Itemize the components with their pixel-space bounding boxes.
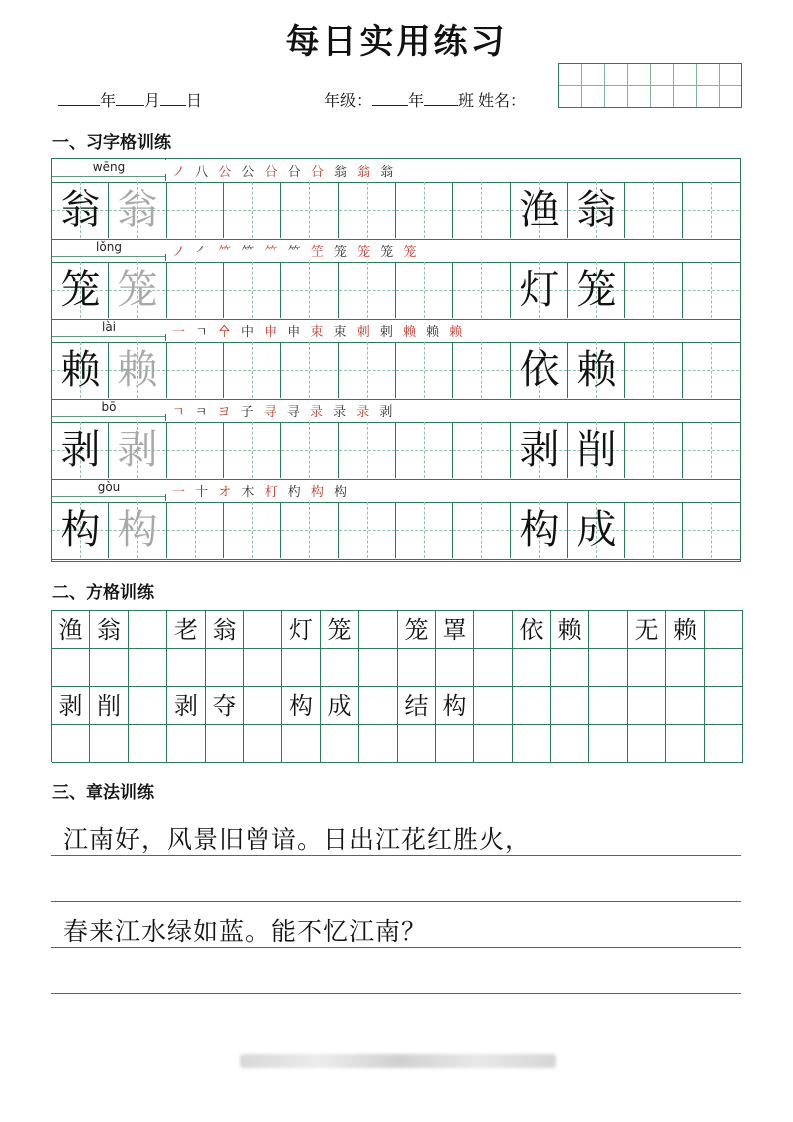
grade-label: 年级： bbox=[324, 91, 373, 110]
pinyin-box bbox=[52, 399, 166, 421]
square-cell[interactable] bbox=[551, 687, 589, 725]
tian-cell[interactable] bbox=[683, 502, 740, 558]
word-character: 削 bbox=[576, 427, 617, 473]
square-cell[interactable] bbox=[244, 725, 282, 763]
square-cell[interactable] bbox=[589, 611, 628, 649]
square-cell[interactable] bbox=[628, 649, 666, 687]
square-cell[interactable] bbox=[513, 725, 551, 763]
square-cell[interactable]: 削 bbox=[90, 687, 129, 725]
square-cell[interactable] bbox=[167, 649, 206, 687]
tian-cell[interactable] bbox=[109, 262, 167, 318]
square-cell[interactable] bbox=[244, 687, 282, 725]
tian-cell[interactable] bbox=[224, 502, 281, 558]
writing-line bbox=[51, 855, 741, 856]
tian-cell[interactable] bbox=[568, 262, 625, 318]
trace-character: 笼 bbox=[117, 267, 158, 313]
practice-row bbox=[52, 399, 740, 479]
tian-cell[interactable] bbox=[396, 422, 453, 478]
pinyin-stroke-row bbox=[52, 399, 740, 423]
tian-cell[interactable] bbox=[167, 502, 224, 558]
writing-line bbox=[51, 993, 741, 994]
square-cell[interactable] bbox=[589, 649, 628, 687]
tian-cell[interactable] bbox=[453, 342, 511, 398]
tian-cell[interactable] bbox=[52, 262, 109, 318]
tian-cell[interactable] bbox=[625, 342, 683, 398]
tian-cell[interactable] bbox=[396, 342, 453, 398]
tian-cell[interactable] bbox=[167, 182, 224, 238]
square-cell[interactable] bbox=[628, 725, 666, 763]
square-cell[interactable] bbox=[398, 649, 436, 687]
pinyin: lǒng bbox=[52, 240, 166, 254]
model-character: 赖 bbox=[60, 347, 101, 393]
stroke-order: ノ 八 公 公 㕣 㕣 㕣 翁 翁 翁 bbox=[172, 165, 397, 180]
square-cell[interactable] bbox=[589, 687, 628, 725]
tian-cell[interactable] bbox=[339, 422, 396, 478]
day-blank[interactable] bbox=[160, 91, 186, 106]
model-character: 翁 bbox=[60, 187, 101, 233]
square-cell[interactable]: 构 bbox=[436, 687, 474, 725]
square-cell[interactable] bbox=[90, 649, 129, 687]
page-title: 每日实用练习 bbox=[285, 22, 508, 62]
tian-cell[interactable] bbox=[683, 342, 740, 398]
tian-cell[interactable] bbox=[281, 422, 339, 478]
tian-cell[interactable] bbox=[224, 342, 281, 398]
tian-cell[interactable] bbox=[683, 262, 740, 318]
tian-cell[interactable] bbox=[339, 502, 396, 558]
tian-cell[interactable] bbox=[281, 262, 339, 318]
square-cell[interactable] bbox=[206, 725, 244, 763]
practice-row bbox=[52, 319, 740, 399]
trace-character: 剥 bbox=[117, 427, 158, 473]
practice-row bbox=[52, 159, 740, 239]
square-cell[interactable]: 赖 bbox=[666, 611, 705, 649]
square-cell[interactable]: 翁 bbox=[90, 611, 129, 649]
grade-year-label: 年 bbox=[408, 91, 425, 110]
writing-line bbox=[51, 901, 741, 902]
square-cell[interactable] bbox=[167, 725, 206, 763]
tian-cell[interactable] bbox=[52, 502, 109, 558]
blurred-footer bbox=[240, 1054, 556, 1068]
tian-cell[interactable] bbox=[683, 422, 740, 478]
tian-cell[interactable] bbox=[568, 502, 625, 558]
tian-cell[interactable] bbox=[396, 182, 453, 238]
tian-cell[interactable] bbox=[511, 502, 568, 558]
tian-grid-row bbox=[52, 422, 740, 480]
name-box[interactable] bbox=[558, 63, 742, 108]
square-cell[interactable] bbox=[628, 687, 666, 725]
tian-cell[interactable] bbox=[224, 182, 281, 238]
square-cell[interactable] bbox=[474, 687, 513, 725]
square-cell[interactable] bbox=[244, 649, 282, 687]
tian-grid-row bbox=[52, 262, 740, 320]
square-cell[interactable] bbox=[282, 649, 321, 687]
year-label: 年 bbox=[100, 91, 117, 110]
pinyin-stroke-row bbox=[52, 319, 740, 343]
square-cell[interactable] bbox=[551, 725, 589, 763]
pinyin-box bbox=[52, 479, 166, 501]
pinyin: gòu bbox=[52, 480, 166, 494]
tian-cell[interactable] bbox=[224, 262, 281, 318]
tian-cell[interactable] bbox=[109, 342, 167, 398]
square-cell[interactable]: 渔 bbox=[52, 611, 90, 649]
square-cell[interactable] bbox=[513, 687, 551, 725]
tian-cell[interactable] bbox=[339, 342, 396, 398]
pinyin-box bbox=[52, 239, 166, 261]
year-blank[interactable] bbox=[58, 91, 100, 106]
square-cell[interactable] bbox=[436, 649, 474, 687]
square-cell[interactable]: 笼 bbox=[398, 611, 436, 649]
stroke-practice-grid bbox=[51, 158, 741, 562]
model-character: 剥 bbox=[60, 427, 101, 473]
square-cell[interactable] bbox=[129, 611, 167, 649]
square-cell[interactable] bbox=[705, 725, 743, 763]
square-cell[interactable] bbox=[474, 725, 513, 763]
date-fields bbox=[58, 88, 202, 111]
word-character: 剥 bbox=[519, 427, 560, 473]
tian-cell[interactable] bbox=[453, 502, 511, 558]
square-cell[interactable] bbox=[244, 611, 282, 649]
square-cell[interactable]: 成 bbox=[321, 687, 359, 725]
word-character: 构 bbox=[519, 507, 560, 553]
tian-cell[interactable] bbox=[52, 182, 109, 238]
square-cell[interactable] bbox=[359, 649, 398, 687]
square-cell[interactable] bbox=[321, 649, 359, 687]
tian-cell[interactable] bbox=[511, 262, 568, 318]
poem-line-2: 春来江水绿如蓝。能不忆江南？ bbox=[63, 917, 428, 946]
square-cell[interactable] bbox=[129, 649, 167, 687]
tian-cell[interactable] bbox=[568, 422, 625, 478]
class-blank[interactable] bbox=[424, 91, 458, 106]
square-cell[interactable] bbox=[359, 725, 398, 763]
stroke-order: 一 十 オ 木 朾 杓 构 构 bbox=[172, 485, 350, 500]
writing-line bbox=[51, 947, 741, 948]
stroke-order: ノ ㇒ ⺮ ⺮ ⺮ ⺮ 笁 笼 笼 笼 笼 bbox=[172, 245, 420, 260]
tian-cell[interactable] bbox=[511, 342, 568, 398]
tian-grid-row bbox=[52, 342, 740, 400]
tian-cell[interactable] bbox=[683, 182, 740, 238]
tian-grid-row bbox=[52, 182, 740, 240]
tian-cell[interactable] bbox=[224, 422, 281, 478]
class-label: 班 bbox=[458, 91, 475, 110]
square-cell[interactable]: 结 bbox=[398, 687, 436, 725]
tian-cell[interactable] bbox=[281, 342, 339, 398]
square-cell[interactable] bbox=[551, 649, 589, 687]
word-character: 成 bbox=[576, 507, 617, 553]
square-cell[interactable] bbox=[589, 725, 628, 763]
pinyin-stroke-row bbox=[52, 159, 740, 183]
name-label: 姓名： bbox=[478, 91, 527, 110]
square-cell[interactable]: 赖 bbox=[551, 611, 589, 649]
square-cell[interactable] bbox=[705, 611, 743, 649]
model-character: 笼 bbox=[60, 267, 101, 313]
day-label: 日 bbox=[186, 91, 203, 110]
tian-cell[interactable] bbox=[52, 342, 109, 398]
square-cell[interactable] bbox=[52, 725, 90, 763]
square-cell[interactable]: 剥 bbox=[167, 687, 206, 725]
tian-cell[interactable] bbox=[167, 262, 224, 318]
tian-cell[interactable] bbox=[281, 502, 339, 558]
square-cell[interactable]: 罩 bbox=[436, 611, 474, 649]
square-cell[interactable]: 翁 bbox=[206, 611, 244, 649]
word-character: 赖 bbox=[576, 347, 617, 393]
square-cell[interactable] bbox=[474, 649, 513, 687]
square-cell[interactable] bbox=[321, 725, 359, 763]
pinyin: wēng bbox=[52, 160, 166, 174]
square-cell[interactable] bbox=[474, 611, 513, 649]
model-character: 构 bbox=[60, 507, 101, 553]
section-1-heading: 一、习字格训练 bbox=[52, 133, 171, 153]
pinyin-box bbox=[52, 319, 166, 341]
square-cell[interactable] bbox=[666, 725, 705, 763]
tian-cell[interactable] bbox=[109, 502, 167, 558]
square-cell[interactable]: 无 bbox=[628, 611, 666, 649]
tian-cell[interactable] bbox=[625, 422, 683, 478]
grade-blank[interactable] bbox=[372, 91, 408, 106]
tian-cell[interactable] bbox=[568, 342, 625, 398]
section-2-heading: 二、方格训练 bbox=[52, 583, 154, 603]
word-character: 渔 bbox=[519, 187, 560, 233]
tian-cell[interactable] bbox=[625, 502, 683, 558]
tian-cell[interactable] bbox=[511, 182, 568, 238]
tian-cell[interactable] bbox=[453, 262, 511, 318]
trace-character: 翁 bbox=[117, 187, 158, 233]
pinyin-box bbox=[52, 159, 166, 181]
word-character: 翁 bbox=[576, 187, 617, 233]
square-cell[interactable] bbox=[436, 725, 474, 763]
word-character: 依 bbox=[519, 347, 560, 393]
square-cell[interactable] bbox=[282, 725, 321, 763]
square-cell[interactable] bbox=[666, 649, 705, 687]
square-practice-grid bbox=[51, 610, 743, 762]
tian-cell[interactable] bbox=[281, 182, 339, 238]
stroke-order: 一 ㄱ 㐃 中 申 申 束 束 刺 剌 赖 赖 赖 bbox=[172, 325, 466, 340]
tian-cell[interactable] bbox=[339, 262, 396, 318]
square-cell[interactable]: 灯 bbox=[282, 611, 321, 649]
month-label: 月 bbox=[144, 91, 161, 110]
tian-cell[interactable] bbox=[396, 262, 453, 318]
square-cell[interactable] bbox=[129, 725, 167, 763]
pinyin-stroke-row bbox=[52, 479, 740, 503]
tian-cell[interactable] bbox=[167, 422, 224, 478]
month-blank[interactable] bbox=[116, 91, 144, 106]
tian-cell[interactable] bbox=[625, 182, 683, 238]
pinyin: bō bbox=[52, 400, 166, 414]
square-cell[interactable]: 依 bbox=[513, 611, 551, 649]
pinyin-stroke-row bbox=[52, 239, 740, 263]
section-3-heading: 三、章法训练 bbox=[52, 783, 154, 803]
square-cell[interactable] bbox=[129, 687, 167, 725]
tian-cell[interactable] bbox=[625, 262, 683, 318]
tian-cell[interactable] bbox=[453, 182, 511, 238]
square-cell[interactable] bbox=[359, 687, 398, 725]
square-cell[interactable] bbox=[52, 649, 90, 687]
word-character: 笼 bbox=[576, 267, 617, 313]
tian-cell[interactable] bbox=[396, 502, 453, 558]
tian-grid-row bbox=[52, 502, 740, 560]
square-cell[interactable]: 笼 bbox=[321, 611, 359, 649]
tian-cell[interactable] bbox=[167, 342, 224, 398]
poem-line-1: 江南好，风景旧曾谙。日出江花红胜火， bbox=[63, 825, 532, 854]
practice-row bbox=[52, 479, 740, 559]
square-cell[interactable] bbox=[705, 687, 743, 725]
square-cell[interactable] bbox=[666, 687, 705, 725]
square-cell[interactable]: 夺 bbox=[206, 687, 244, 725]
tian-cell[interactable] bbox=[568, 182, 625, 238]
tian-cell[interactable] bbox=[453, 422, 511, 478]
tian-cell[interactable] bbox=[109, 182, 167, 238]
square-cell[interactable]: 剥 bbox=[52, 687, 90, 725]
tian-cell[interactable] bbox=[511, 422, 568, 478]
square-cell[interactable] bbox=[90, 725, 129, 763]
word-character: 灯 bbox=[519, 267, 560, 313]
trace-character: 赖 bbox=[117, 347, 158, 393]
tian-cell[interactable] bbox=[339, 182, 396, 238]
trace-character: 构 bbox=[117, 507, 158, 553]
square-cell[interactable]: 老 bbox=[167, 611, 206, 649]
tian-cell[interactable] bbox=[109, 422, 167, 478]
practice-row bbox=[52, 239, 740, 319]
square-cell[interactable] bbox=[359, 611, 398, 649]
stroke-order: ㄱ ㅋ ヨ 子 寻 寻 录 录 录 剥 bbox=[172, 405, 396, 420]
square-cell[interactable] bbox=[513, 649, 551, 687]
pinyin: lài bbox=[52, 320, 166, 334]
square-cell[interactable] bbox=[398, 725, 436, 763]
square-cell[interactable] bbox=[705, 649, 743, 687]
grade-class-fields bbox=[324, 88, 526, 111]
square-cell[interactable] bbox=[206, 649, 244, 687]
square-cell[interactable]: 构 bbox=[282, 687, 321, 725]
tian-cell[interactable] bbox=[52, 422, 109, 478]
